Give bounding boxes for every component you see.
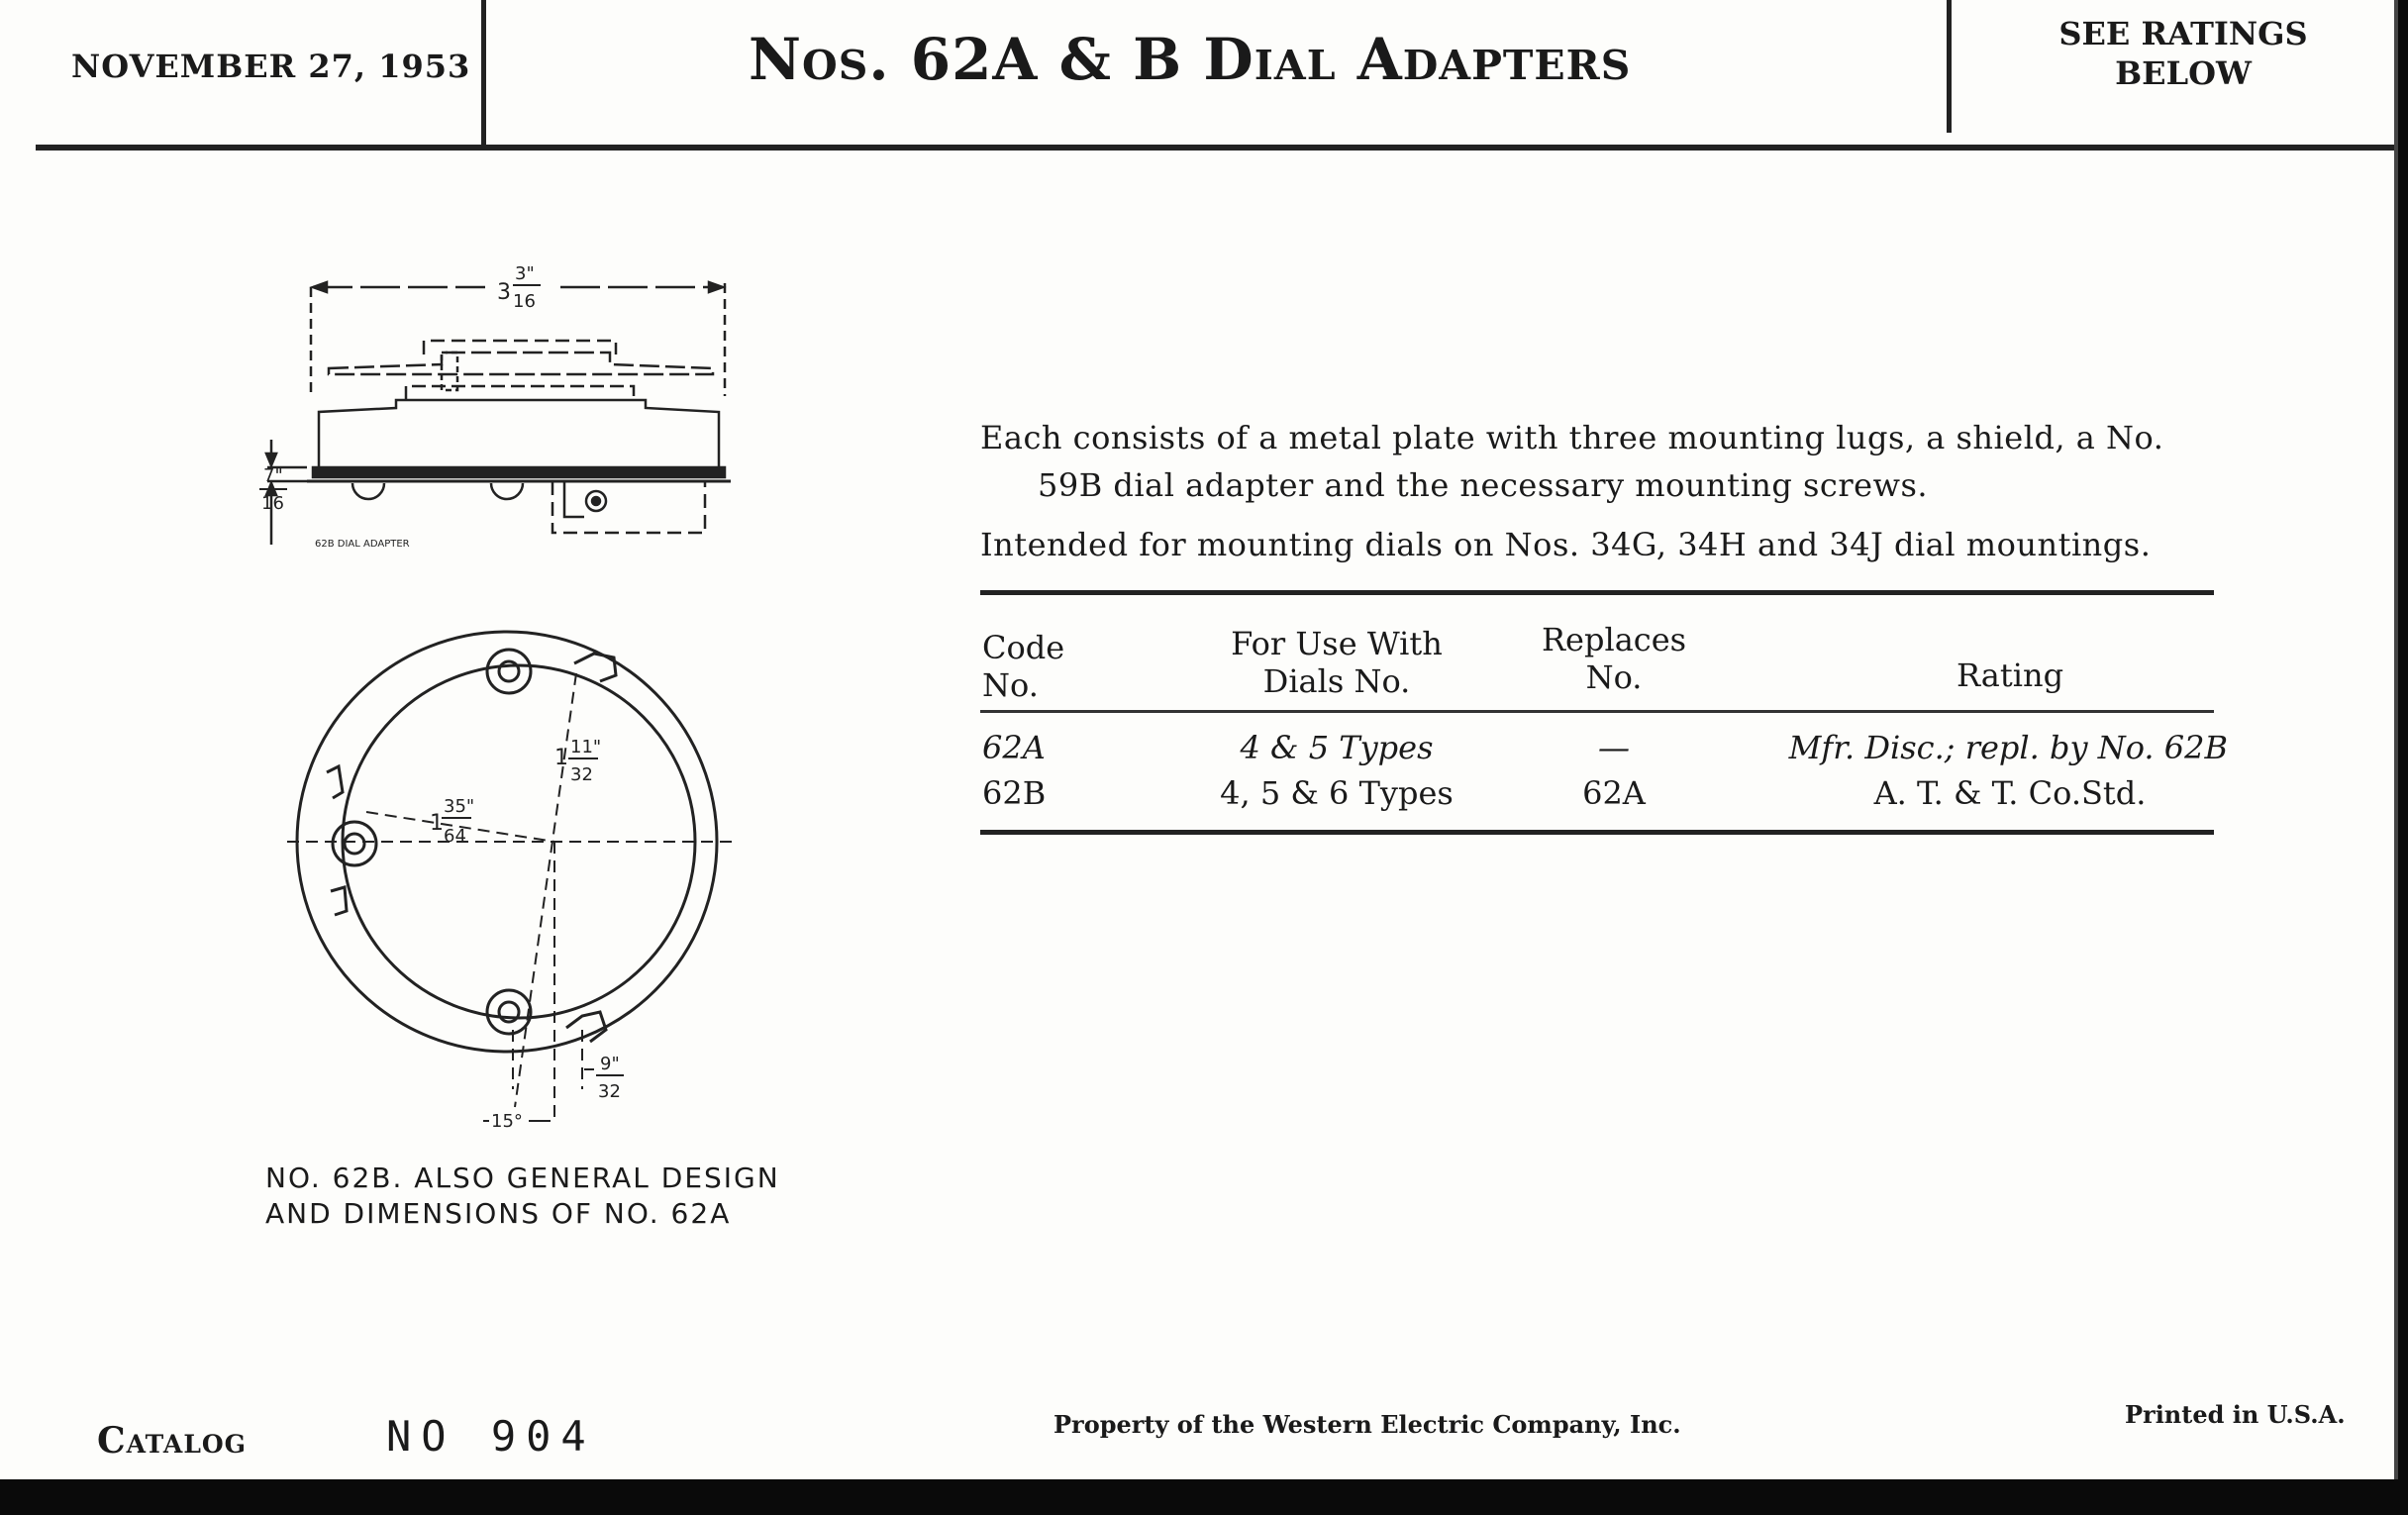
mount-screw-top bbox=[487, 650, 531, 693]
header-divider-left bbox=[481, 0, 486, 147]
dial-inner bbox=[406, 386, 634, 400]
adapter-body bbox=[319, 400, 719, 467]
dial-outline-body bbox=[329, 353, 713, 374]
cell-code: 62A bbox=[982, 729, 1046, 766]
lug-left-notch bbox=[327, 766, 343, 798]
header-rating: Rating bbox=[1956, 656, 2064, 694]
dim-a-num: 11" bbox=[570, 737, 602, 758]
cell-code: 62B bbox=[982, 774, 1047, 812]
table-header bbox=[980, 595, 2214, 710]
lug-left bbox=[352, 483, 384, 499]
catalog-label: Catalog bbox=[97, 1420, 248, 1462]
table-row bbox=[980, 729, 2228, 774]
mount-screw-left-inner bbox=[345, 834, 364, 854]
dim-c-den: 32 bbox=[598, 1081, 621, 1102]
side-view-label: 62B DIAL ADAPTER bbox=[315, 539, 410, 550]
dim-b-den: 64 bbox=[444, 826, 466, 847]
lug-center bbox=[491, 483, 523, 499]
mount-screw-bottom bbox=[487, 990, 531, 1034]
angle-label: 15° bbox=[491, 1111, 523, 1132]
ratings-note-line1: SEE RATINGS bbox=[2058, 15, 2308, 52]
cell-rating: Mfr. Disc.; repl. by No. 62B bbox=[1788, 729, 2228, 766]
ratings-note-line2: BELOW bbox=[2115, 54, 2252, 92]
caption-line2: AND DIMENSIONS OF NO. 62A bbox=[265, 1197, 732, 1230]
header-replaces: Replaces No. bbox=[1541, 621, 1687, 696]
width-whole-label: 3 bbox=[497, 280, 511, 305]
cell-replaces: 62A bbox=[1582, 774, 1646, 812]
description-para1: Each consists of a metal plate with three mounting lugs, a shield, a No. 59B dial adapter and the necessary mounting screws. bbox=[980, 419, 2164, 504]
catalog-number: NO 904 bbox=[386, 1412, 596, 1461]
printed-notice: Printed in U.S.A. bbox=[2125, 1400, 2346, 1429]
width-den-label: 16 bbox=[513, 291, 536, 312]
lug-screw-center bbox=[592, 497, 600, 505]
ratings-table bbox=[980, 590, 2228, 835]
lug-left-notch-lower bbox=[331, 887, 347, 915]
cell-use: 4 & 5 Types bbox=[1240, 729, 1434, 766]
width-num-label: 3" bbox=[515, 263, 535, 284]
cell-replaces: — bbox=[1598, 729, 1630, 766]
shield-bracket bbox=[564, 481, 584, 517]
technical-drawing bbox=[248, 257, 802, 1149]
issue-date: NOVEMBER 27, 1953 bbox=[71, 48, 471, 85]
description bbox=[980, 414, 2228, 568]
dim-b-whole: 1 bbox=[430, 811, 444, 836]
cell-use: 4, 5 & 6 Types bbox=[1220, 774, 1454, 812]
cell-rating: A. T. & T. Co.Std. bbox=[1873, 774, 2147, 812]
height-num-label: 7" bbox=[263, 465, 283, 486]
table-bottom-rule bbox=[980, 830, 2214, 835]
page-title: Nos. 62A & B Dial Adapters bbox=[749, 26, 1632, 93]
dim-b-num: 35" bbox=[444, 796, 475, 817]
header-code: Code No. bbox=[982, 629, 1065, 704]
height-den-label: 16 bbox=[261, 493, 284, 514]
table-row bbox=[980, 774, 2214, 820]
dim-a-whole: 1 bbox=[554, 746, 568, 770]
dim-a-den: 32 bbox=[570, 764, 593, 785]
description-para2: Intended for mounting dials on Nos. 34G, 34H and 34J dial mountings. bbox=[980, 526, 2152, 563]
arrow-head bbox=[266, 454, 276, 465]
header-for-use-with: For Use With Dials No. bbox=[1231, 625, 1443, 700]
arrow-head bbox=[313, 282, 327, 292]
property-notice: Property of the Western Electric Company, Inc. bbox=[1054, 1410, 1681, 1439]
dim-c-num: 9" bbox=[600, 1054, 620, 1074]
adapter-plate bbox=[313, 467, 725, 477]
header-rule bbox=[36, 145, 2394, 151]
dial-shaft bbox=[442, 353, 457, 390]
mount-screw-left bbox=[333, 822, 376, 865]
drawing-caption bbox=[265, 1161, 780, 1232]
shield-outline bbox=[552, 481, 705, 533]
arrow-head bbox=[709, 282, 723, 292]
ratings-note bbox=[2020, 14, 2347, 93]
caption-line1: NO. 62B. ALSO GENERAL DESIGN bbox=[265, 1162, 780, 1194]
table-body bbox=[980, 713, 2228, 830]
header-divider-right bbox=[1947, 0, 1952, 133]
